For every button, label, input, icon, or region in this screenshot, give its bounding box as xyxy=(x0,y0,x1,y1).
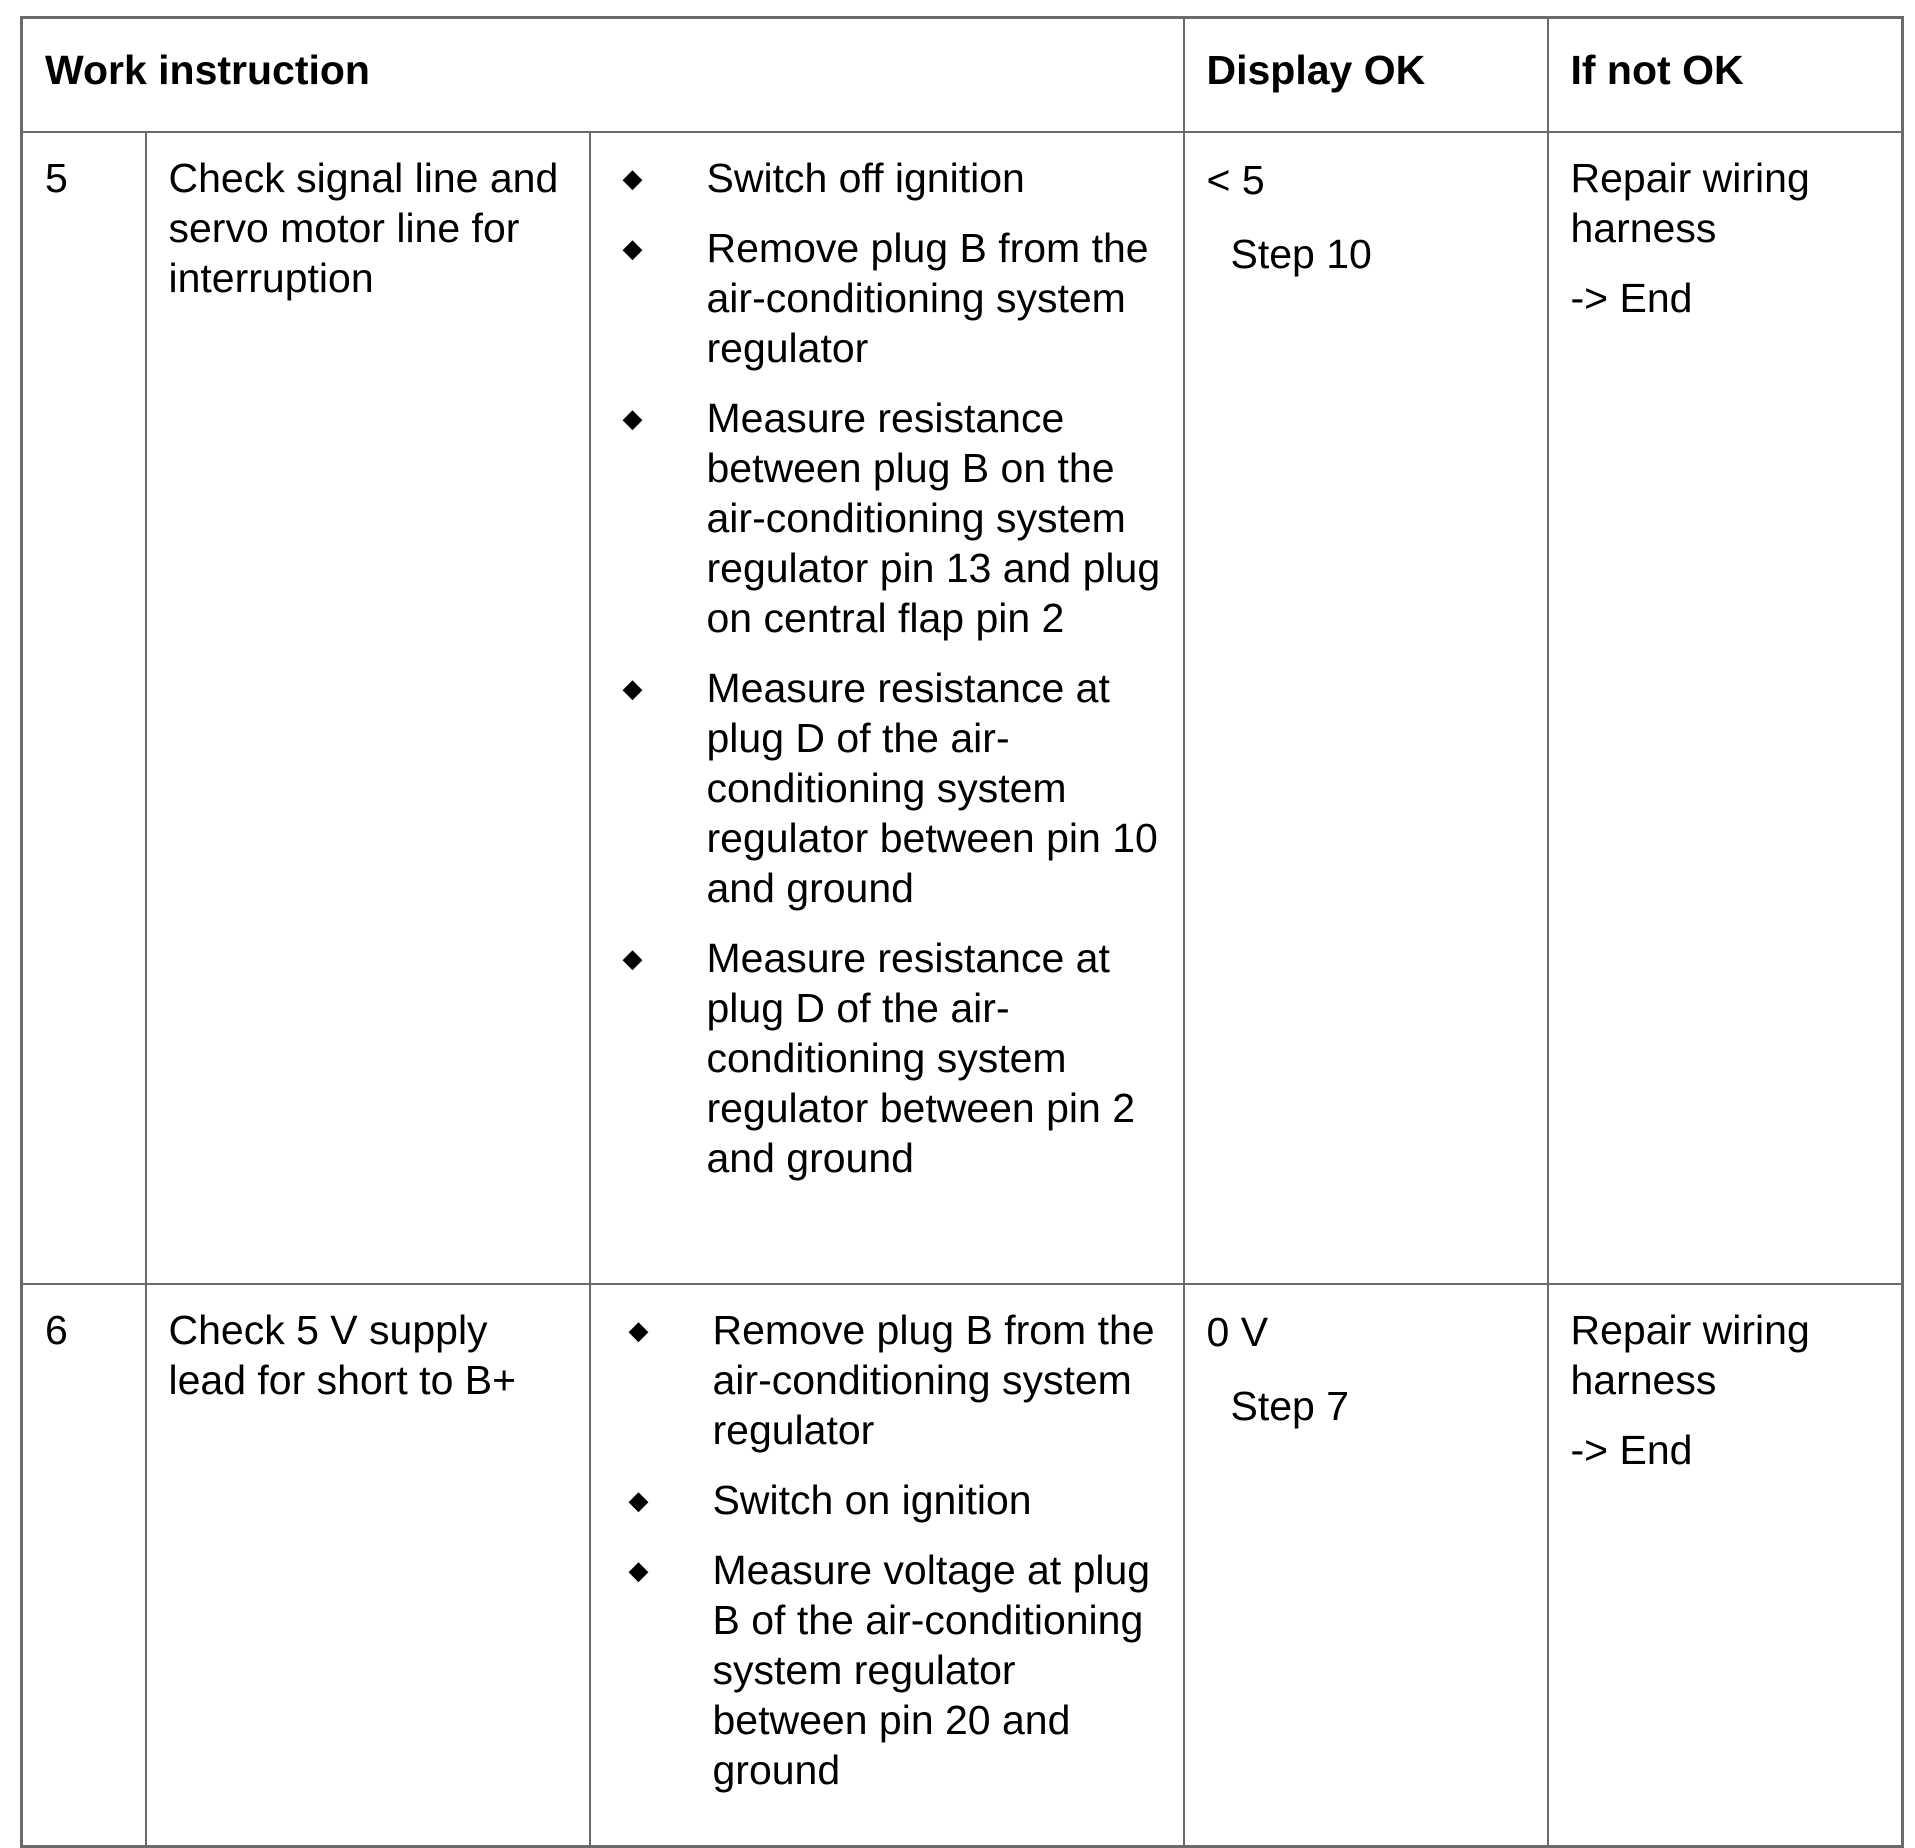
instruction-list-cell xyxy=(590,1284,1184,1847)
list-item xyxy=(591,1545,1173,1795)
step-number: 5 xyxy=(22,132,146,1284)
list-item xyxy=(591,933,1173,1183)
table-row xyxy=(22,1284,1903,1847)
instruction-text: Measure resistance at plug D of the air-conditioning system regulator between pin 10 and ground xyxy=(706,664,1158,911)
instruction-list-cell xyxy=(590,132,1184,1284)
instruction-text: Remove plug B from the air-conditioning system regulator xyxy=(712,1306,1155,1453)
work-instruction-table xyxy=(20,16,1904,1848)
list-item xyxy=(591,1475,1173,1525)
table-header-row xyxy=(22,18,1903,132)
display-ok-cell xyxy=(1184,132,1548,1284)
bullet-diamond-icon: ◆ xyxy=(622,672,643,703)
instruction-text: Switch on ignition xyxy=(712,1476,1032,1523)
bullet-diamond-icon: ◆ xyxy=(622,232,643,263)
display-ok-next-step: Step 10 xyxy=(1230,230,1372,277)
bullet-diamond-icon: ◆ xyxy=(622,942,643,973)
table-row xyxy=(22,132,1903,1284)
bullet-diamond-icon: ◆ xyxy=(622,402,643,433)
header-if-not-ok: If not OK xyxy=(1548,18,1903,132)
list-item xyxy=(591,223,1173,373)
not-ok-action: Repair wiring harness xyxy=(1570,154,1810,251)
display-ok-value: < 5 xyxy=(1206,156,1265,203)
header-work-instruction: Work instruction xyxy=(22,18,1184,132)
instruction-list xyxy=(591,1305,1173,1795)
display-ok-next-step: Step 7 xyxy=(1230,1382,1350,1429)
not-ok-action: Repair wiring harness xyxy=(1570,1306,1810,1403)
bullet-diamond-icon: ◆ xyxy=(628,1484,649,1515)
not-ok-next: -> End xyxy=(1570,274,1693,321)
list-item xyxy=(591,393,1173,643)
step-description: Check signal line and servo motor line for interruption xyxy=(146,132,590,1284)
if-not-ok-cell xyxy=(1548,132,1903,1284)
display-ok-value: 0 V xyxy=(1206,1308,1269,1355)
list-item xyxy=(591,1305,1173,1455)
instruction-text: Switch off ignition xyxy=(706,154,1025,201)
list-item xyxy=(591,663,1173,913)
instruction-text: Measure resistance between plug B on the air-conditioning system regulator pin 13 and plug on central flap pin 2 xyxy=(706,394,1161,641)
instruction-text: Measure voltage at plug B of the air-conditioning system regulator between pin 20 and ground xyxy=(712,1546,1151,1793)
display-ok-cell xyxy=(1184,1284,1548,1847)
not-ok-next: -> End xyxy=(1570,1426,1693,1473)
if-not-ok-cell xyxy=(1548,1284,1903,1847)
list-item xyxy=(591,153,1173,203)
step-number: 6 xyxy=(22,1284,146,1847)
instruction-list xyxy=(591,153,1173,1183)
instruction-text: Measure resistance at plug D of the air-conditioning system regulator between pin 2 and ground xyxy=(706,934,1136,1181)
bullet-diamond-icon: ◆ xyxy=(622,162,643,193)
instruction-text: Remove plug B from the air-conditioning system regulator xyxy=(706,224,1149,371)
header-display-ok: Display OK xyxy=(1184,18,1548,132)
bullet-diamond-icon: ◆ xyxy=(628,1314,649,1345)
step-description: Check 5 V supply lead for short to B+ xyxy=(146,1284,590,1847)
bullet-diamond-icon: ◆ xyxy=(628,1554,649,1585)
